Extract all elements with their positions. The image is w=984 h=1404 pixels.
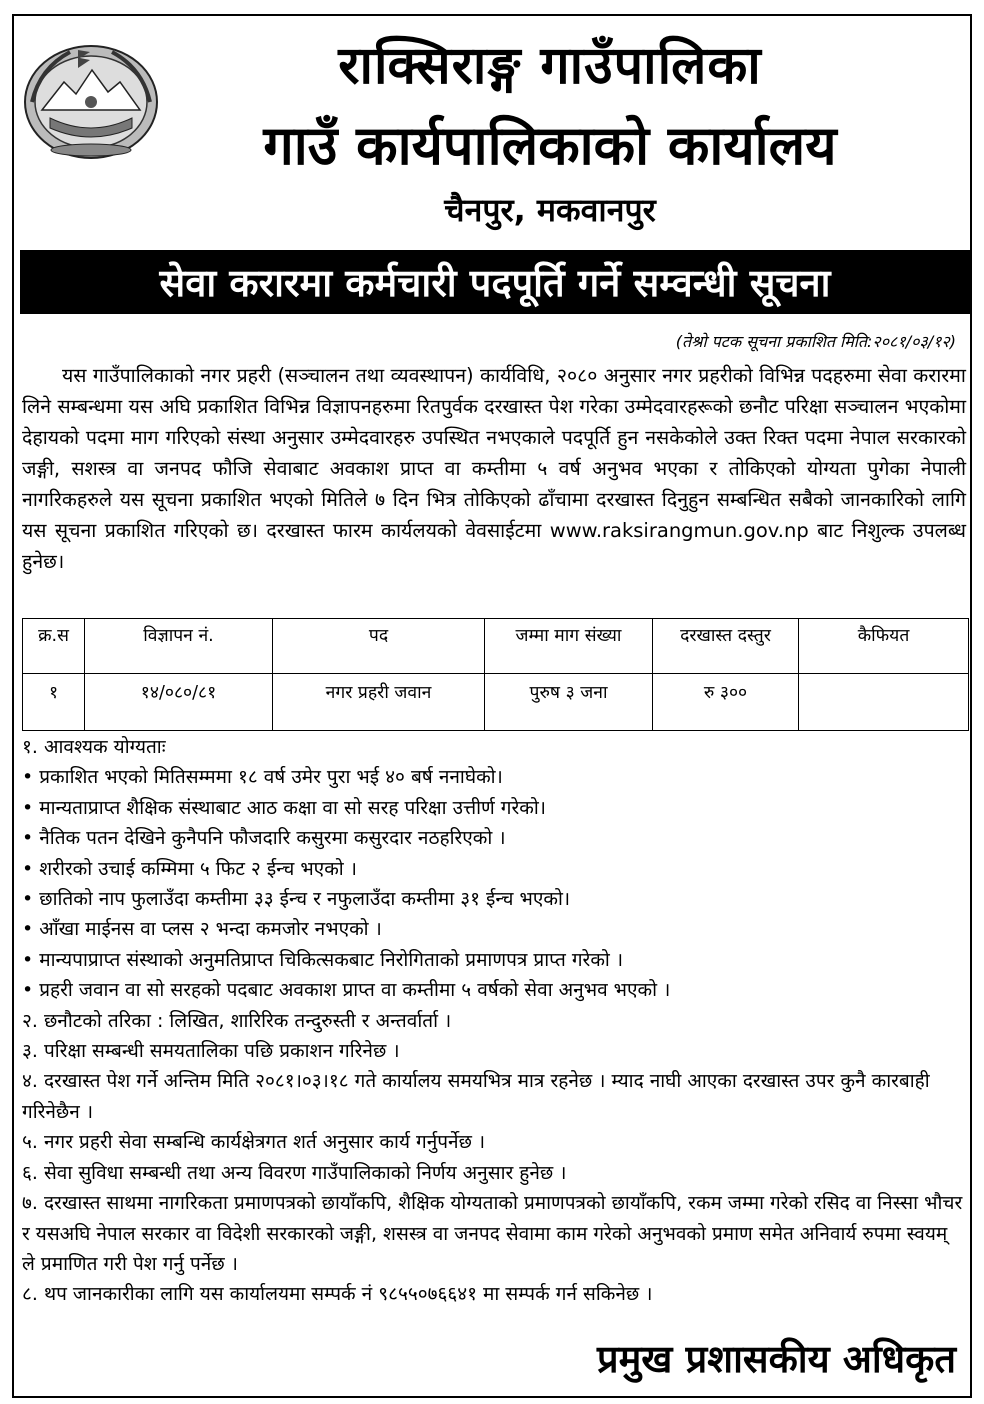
list-item: • नैतिक पतन देखिने कुनैपनि फौजदारि कसुरमा कसुरदार नठहरिएको ।: [22, 827, 506, 850]
list-item: • शरीरको उचाई कम्मिमा ५ फिट २ ईन्च भएको ।: [22, 857, 357, 880]
point-item: ६. सेवा सुविधा सम्बन्धी तथा अन्य विवरण गाउँपालिकाको निर्णय अनुसार हुनेछ ।: [22, 1161, 567, 1184]
header-application-fee: दरखास्त दस्तुर: [653, 619, 799, 674]
signature-title: प्रमुख प्रशासकीय अधिकृत: [596, 1337, 956, 1381]
requirements-section: [22, 732, 966, 1310]
cell-application-fee: रु ३००: [653, 674, 799, 731]
list-item: • प्रहरी जवान वा सो सरहको पदबाट अवकाश प्राप्त वा कम्तीमा ५ वर्षको सेवा अनुभव भएको ।: [22, 979, 671, 1002]
header-total-demand: जम्मा माग संख्या: [485, 619, 653, 674]
table-row: [23, 674, 969, 731]
notice-title: सेवा करारमा कर्मचारी पदपूर्ति गर्ने सम्वन्धी सूचना: [159, 261, 831, 305]
cell-serial: १: [23, 674, 85, 731]
office-name: गाउँ कार्यपालिकाको कार्यालय: [263, 114, 837, 177]
point-item: ८. थप जानकारीका लागि यस कार्यालयमा सम्पर्क नं ९८५५०७६६४१ मा सम्पर्क गर्न सकिनेछ ।: [22, 1283, 653, 1306]
office-address: चैनपुर, मकवानपुर: [444, 191, 656, 229]
cell-total-demand: पुरुष ३ जना: [485, 674, 653, 731]
nepal-emblem-icon: [20, 38, 162, 162]
header-serial: क्र.स: [23, 619, 85, 674]
point-item: २. छनौटको तरिका : लिखित, शारिरिक तन्दुरुस्ती र अन्तर्वार्ता ।: [22, 1009, 452, 1032]
point-item: ४. दरखास्त पेश गर्ने अन्तिम मिति २०८१।०३।१८ गते कार्यालय समयभित्र मात्र रहनेछ । म्याद नाघी आएका दरखास्त उपर कुनै कारबाही गरिनेछैन ।: [22, 1070, 930, 1123]
publication-note: (तेश्रो पटक सूचना प्रकाशित मिति:२०८१/०३/१२): [675, 332, 956, 351]
list-item: • मान्यताप्राप्त शैक्षिक संस्थाबाट आठ कक्षा वा सो सरह परिक्षा उत्तीर्ण गरेको।: [22, 796, 546, 819]
cell-ad-number: १४/०८०/८१: [85, 674, 273, 731]
vacancy-table: [22, 618, 969, 731]
point-item: ७. दरखास्त साथमा नागरिकता प्रमाणपत्रको छायाँकपि, शैक्षिक योग्यताको प्रमाणपत्रको छायाँकपि, रकम जम्मा गरेको रसिद वा निस्सा भौचर र यसअघि नेपाल सरकार वा विदेशी सरकारको जङ्गी, शसस्त्र वा जनपद सेवामा काम गरेको अनुभवको प्रमाण समेत अनिवार्य रुपमा स्वयम् ले प्रमाणित गरी पेश गर्नु पर्नेछ ।: [22, 1192, 963, 1275]
point-item: ५. नगर प्रहरी सेवा सम्बन्धि कार्यक्षेत्रगत शर्त अनुसार कार्य गर्नुपर्नेछ ।: [22, 1131, 486, 1154]
point-item: ३. परिक्षा सम्बन्धी समयतालिका पछि प्रकाशन गरिनेछ ।: [22, 1040, 400, 1063]
list-item: • आँखा माईनस वा प्लस २ भन्दा कमजोर नभएको ।: [22, 918, 382, 941]
table-header-row: [23, 619, 969, 674]
requirements-heading: १. आवश्यक योग्यताः: [22, 736, 166, 758]
header-post: पद: [273, 619, 485, 674]
notice-title-banner: [20, 250, 970, 314]
intro-paragraph: यस गाउँपालिकाको नगर प्रहरी (सञ्चालन तथा व्यवस्थापन) कार्यविधि, २०८० अनुसार नगर प्रहरीको विभिन्न पदहरुमा सेवा करारमा लिने सम्बन्धमा यस अघि प्रकाशित विभिन्न विज्ञापनहरुमा रितपुर्वक दरखास्त पेश गरेका उम्मेदवारहरूको छनौट परिक्षा सञ्चालन भएकोमा देहायको पदमा माग गरिएको संस्था अनुसार उम्मेदवारहरु उपस्थित नभएकाले पदपूर्ति हुन नसकेकोले उक्त रिक्त पदमा नेपाल सरकारको जङ्गी, सशस्त्र वा जनपद फौजि सेवाबाट अवकाश प्राप्त वा कम्तीमा ५ वर्ष अनुभव भएका र तोकिएको योग्यता पुगेका नेपाली नागरिकहरुले यस सूचना प्रकाशित भएको मितिले ७ दिन भित्र तोकिएको ढाँचामा दरखास्त दिनुहुन सम्बन्धित सबैको जानकारिको लागि यस सूचना प्रकाशित गरिएको छ। दरखास्त फारम कार्यलयको वेवसाईटमा www.raksirangmun.gov.np बाट निशुल्क उपलब्ध हुनेछ।: [22, 364, 966, 573]
cell-post: नगर प्रहरी जवान: [273, 674, 485, 731]
header-ad-number: विज्ञापन नं.: [85, 619, 273, 674]
list-item: • प्रकाशित भएको मितिसम्ममा १८ वर्ष उमेर पुरा भई ४० बर्ष ननाघेको।: [22, 766, 503, 789]
list-item: • मान्यपाप्राप्त संस्थाको अनुमतिप्राप्त चिकित्सकबाट निरोगिताको प्रमाणपत्र प्राप्त गरेको ।: [22, 948, 624, 971]
cell-remarks: [799, 674, 969, 731]
municipality-name: राक्सिराङ्ग गाउँपालिका: [338, 36, 762, 96]
header-remarks: कैफियत: [799, 619, 969, 674]
list-item: • छातिको नाप फुलाउँदा कम्तीमा ३३ ईन्च र नफुलाउँदा कम्तीमा ३१ ईन्च भएको।: [22, 888, 571, 911]
